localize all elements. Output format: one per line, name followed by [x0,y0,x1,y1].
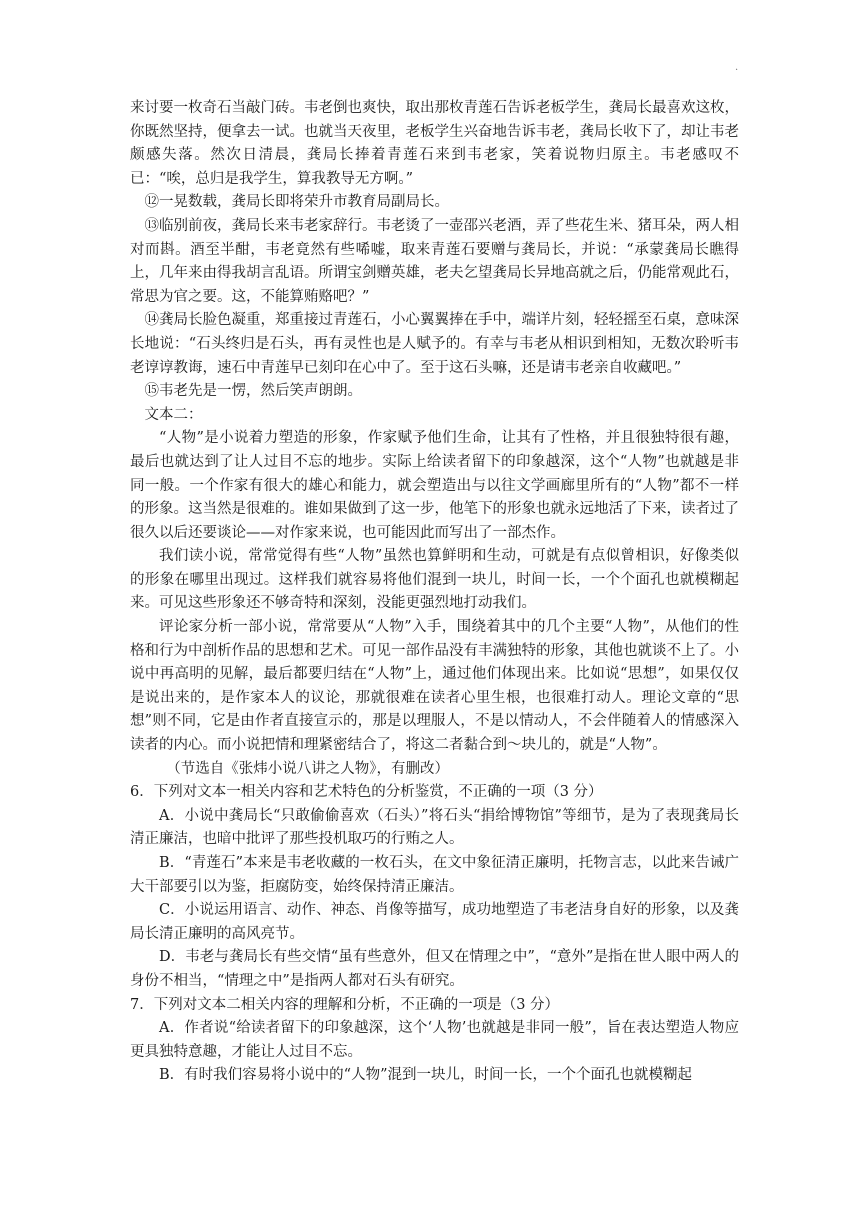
text1-paragraph-14: ⑭龚局长脸色凝重，郑重接过青莲石，小心翼翼捧在手中，端详片刻，轻轻摇至石桌，意味深长地说：“石头终归是石头，再有灵性也是人赋予的。有幸与韦老从相识到相知，无数次聆听韦老谆谆教诲，速石中青莲早已刻印在心中了。至于这石头嘛，还是请韦老亲自收藏吧。” [130,312,739,376]
question-6-option-c: C．小说运用语言、动作、神态、肖像等描写，成功地塑造了韦老洁身自好的形象，以及龚局长清正廉明的高风亮节。 [130,902,739,942]
page-mark: . [735,62,739,73]
text2-paragraph-1: “人物”是小说着力塑造的形象，作家赋予他们生命，让其有了性格，并且很独特很有趣，最后也就达到了让人过目不忘的地步。实际上给读者留下的印象越深，这个“人物”也就越是非同一般。一个作家有很大的雄心和能力，就会塑造出与以往文学画廊里所有的“人物”都不一样的形象。这当然是很难的。谁如果做到了这一步，他笔下的形象也就永远地活了下来，读者过了很久以后还要谈论——对作家来说，也可能因此而写出了一部杰作。 [130,430,739,541]
text1-continued-paragraph: 来讨要一枚奇石当敲门砖。韦老倒也爽快，取出那枚青莲石告诉老板学生，龚局长最喜欢这枚，你既然坚持，便拿去一试。也就当天夜里，老板学生兴奋地告诉韦老，龚局长收下了，却让韦老颇感失落。然次日清晨，龚局长捧着青莲石来到韦老家，笑着说物归原主。韦老感叹不已：“唉，总归是我学生，算我教导无方啊。” [130,100,739,187]
question-7-stem: 7．下列对文本二相关内容的理解和分析，不正确的一项是（3 分） [130,996,560,1013]
question-7-option-b: B．有时我们容易将小说中的“人物”混到一块儿，时间一长，一个个面孔也就模糊起 [159,1067,692,1084]
text2-paragraph-2: 我们读小说，常常觉得有些“人物”虽然也算鲜明和生动，可就是有点似曾相识，好像类似的形象在哪里出现过。这样我们就容易将他们混到一块儿，时间一长，一个个面孔也就模糊起来。可见这些形象还不够奇特和深刻，没能更强烈地打动我们。 [130,548,739,612]
text1-paragraph-15: ⑮韦老先是一愣，然后笑声朗朗。 [144,383,362,400]
text1-paragraph-12: ⑫一晃数载，龚局长即将荣升市教育局副局长。 [144,194,449,211]
text2-source: （节选自《张炜小说八讲之人物》，有删改） [166,760,449,777]
text1-paragraph-13: ⑬临别前夜，龚局长来韦老家辞行。韦老烫了一壶邵兴老酒，弄了些花生米、猪耳朵，两人相对而斟。酒至半酣，韦老竟然有些唏嘘，取来青莲石要赠与龚局长，并说：“承蒙龚局长瞧得上，几年来由得我胡言乱语。所谓宝剑赠英雄，老夫乞望龚局长异地高就之后，仍能常观此石，常思为官之要。这，不能算贿赂吧？” [130,217,739,305]
text2-paragraph-3: 评论家分析一部小说，常常要从“人物”入手，围绕着其中的几个主要“人物”，从他们的性格和行为中剖析作品的思想和艺术。可见一部作品没有丰满独特的形象，其他也就谈不上了。小说中再高明的见解，最后都要归结在“人物”上，通过他们体现出来。比如说“思想”，如果仅仅是说出来的，是作家本人的议论，那就很难在读者心里生根，也很难打动人。理论文章的“思想”则不同，它是由作者直接宣示的，那是以理服人，不是以情动人，不会伴随着人的情感深入读者的内心。而小说把情和理紧密结合了，将这二者黏合到～块儿的，就是“人物”。 [130,619,739,754]
question-6-option-a: A．小说中龚局长“只敢偷偷喜欢（石头）”将石头“捐给博物馆”等细节，是为了表现龚局长清正廉洁，也暗中批评了那些投机取巧的行贿之人。 [130,807,739,848]
question-6-option-b: B．“青莲石”本来是韦老收藏的一枚石头，在文中象征清正廉明，托物言志，以此来告诫广大干部要引以为鉴，拒腐防变，始终保持清正廉洁。 [130,855,739,895]
question-7-option-a: A．作者说“给读者留下的印象越深，这个‘人物’也就越是非同一般”，旨在表达塑造人物应更具独特意趣，才能让人过目不忘。 [130,1020,739,1060]
question-6-stem: 6．下列对文本一相关内容和艺术特色的分析鉴赏，不正确的一项（3 分） [130,784,603,801]
question-6-option-d: D．韦老与龚局长有些交情“虽有些意外，但又在情理之中”，“意外”是指在世人眼中两人的身份不相当，“情理之中”是指两人都对石头有研究。 [130,949,739,989]
text2-label: 文本二： [144,406,203,423]
